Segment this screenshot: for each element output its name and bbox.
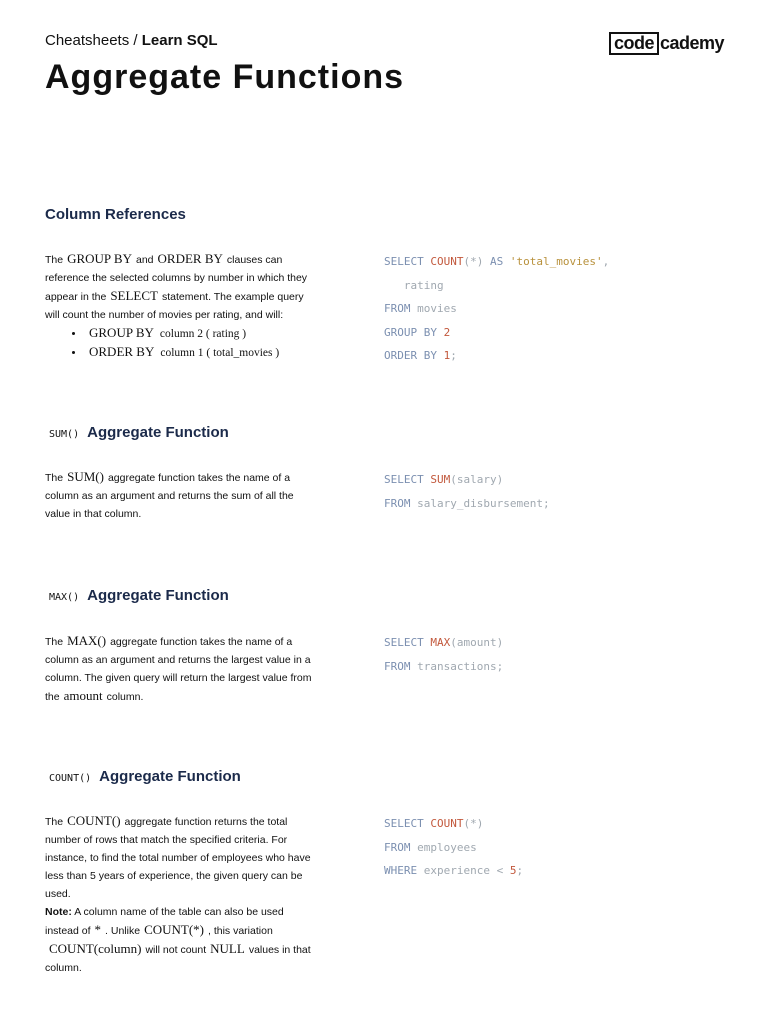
desc-keyword: SUM(): [67, 469, 104, 484]
desc-text: values in that: [248, 944, 311, 956]
section-title-max: [45, 587, 229, 604]
desc-text: the: [45, 691, 60, 703]
section-title-text: Aggregate Function: [87, 587, 229, 604]
desc-text: aggregate function takes the name of a: [110, 636, 293, 648]
desc-keyword: ORDER BY: [89, 344, 155, 359]
desc-text: The: [45, 816, 64, 828]
desc-keyword: ORDER BY: [157, 251, 223, 266]
breadcrumb: [45, 32, 218, 49]
desc-text: used.: [45, 888, 71, 900]
desc-text: , this variation: [208, 925, 273, 937]
note-label: Note:: [45, 906, 72, 918]
desc-keyword: COUNT(*): [144, 922, 204, 937]
desc-text: column.: [45, 962, 82, 974]
desc-keyword: GROUP BY: [67, 251, 132, 266]
page-title: Aggregate Functions: [45, 58, 405, 96]
desc-text: column as an argument and returns the largest value in a: [45, 654, 311, 666]
desc-text: The: [45, 636, 64, 648]
section-description-max: [45, 632, 335, 706]
section-title-text: Aggregate Function: [99, 768, 241, 785]
desc-keyword: COUNT(column): [49, 941, 142, 956]
desc-text: will count the number of movies per rating, and will:: [45, 309, 284, 321]
desc-text: instead of: [45, 925, 91, 937]
desc-text: reference the selected columns by number in which they: [45, 272, 308, 284]
desc-text: clauses can: [226, 254, 283, 266]
function-name: MAX(): [49, 592, 80, 603]
function-name: SUM(): [49, 429, 80, 440]
desc-text: number of rows that match the specified criteria. For: [45, 834, 288, 846]
list-item: [85, 343, 335, 362]
desc-text: . Unlike: [105, 925, 141, 937]
desc-text: The: [45, 254, 64, 266]
section-description-sum: [45, 468, 335, 523]
desc-text: column. The given query will return the largest value from: [45, 672, 312, 684]
desc-text: column as an argument and returns the sum of all the: [45, 490, 294, 502]
desc-text: A column name of the table can also be used: [74, 906, 284, 918]
section-title-column-references: Column References: [45, 206, 186, 223]
section-description-column-references: [45, 250, 335, 362]
code-block-column-references: SELECT COUNT(*) AS 'total_movies', rating FROM movies GROUP BY 2 ORDER BY 1;: [384, 255, 610, 362]
section-description-count: [45, 812, 335, 977]
breadcrumb-link-cheatsheets[interactable]: Cheatsheets /: [45, 32, 142, 49]
section-title-count: [45, 768, 241, 785]
codecademy-logo[interactable]: [609, 32, 724, 55]
desc-keyword: COUNT(): [67, 813, 121, 828]
logo-boxed-text: code: [609, 32, 659, 55]
desc-text: appear in the: [45, 291, 107, 303]
function-name: COUNT(): [49, 773, 92, 784]
desc-text: and: [136, 254, 154, 266]
desc-keyword: *: [94, 922, 102, 937]
desc-text: less than 5 years of experience, the given query can be: [45, 870, 303, 882]
breadcrumb-current: Learn SQL: [141, 32, 218, 49]
section-title-text: Aggregate Function: [87, 424, 229, 441]
desc-text: column.: [106, 691, 144, 703]
logo-text: cademy: [660, 33, 725, 53]
desc-keyword: amount: [63, 688, 103, 703]
code-block-max: SELECT MAX(amount) FROM transactions;: [384, 636, 504, 673]
desc-text: aggregate function returns the total: [124, 816, 288, 828]
desc-text: value in that column.: [45, 508, 142, 520]
desc-text: The: [45, 472, 64, 484]
desc-keyword: GROUP BY: [89, 325, 154, 340]
desc-text: will not count: [145, 944, 207, 956]
desc-text: column 2 ( rating ): [159, 328, 247, 340]
desc-text: statement. The example query: [161, 291, 304, 303]
section-title-sum: [45, 424, 229, 441]
bullet-list: [45, 324, 335, 362]
desc-keyword: MAX(): [67, 633, 107, 648]
desc-text: column 1 ( total_movies ): [160, 347, 280, 359]
code-block-sum: SELECT SUM(salary) FROM salary_disbursement;: [384, 473, 550, 510]
code-block-count: SELECT COUNT(*) FROM employees WHERE experience < 5;: [384, 817, 524, 877]
desc-keyword: SELECT: [110, 288, 158, 303]
desc-text: instance, to find the total number of employees who have: [45, 852, 311, 864]
desc-keyword: NULL: [210, 941, 245, 956]
list-item: [85, 324, 335, 343]
desc-text: aggregate function takes the name of a: [107, 472, 291, 484]
